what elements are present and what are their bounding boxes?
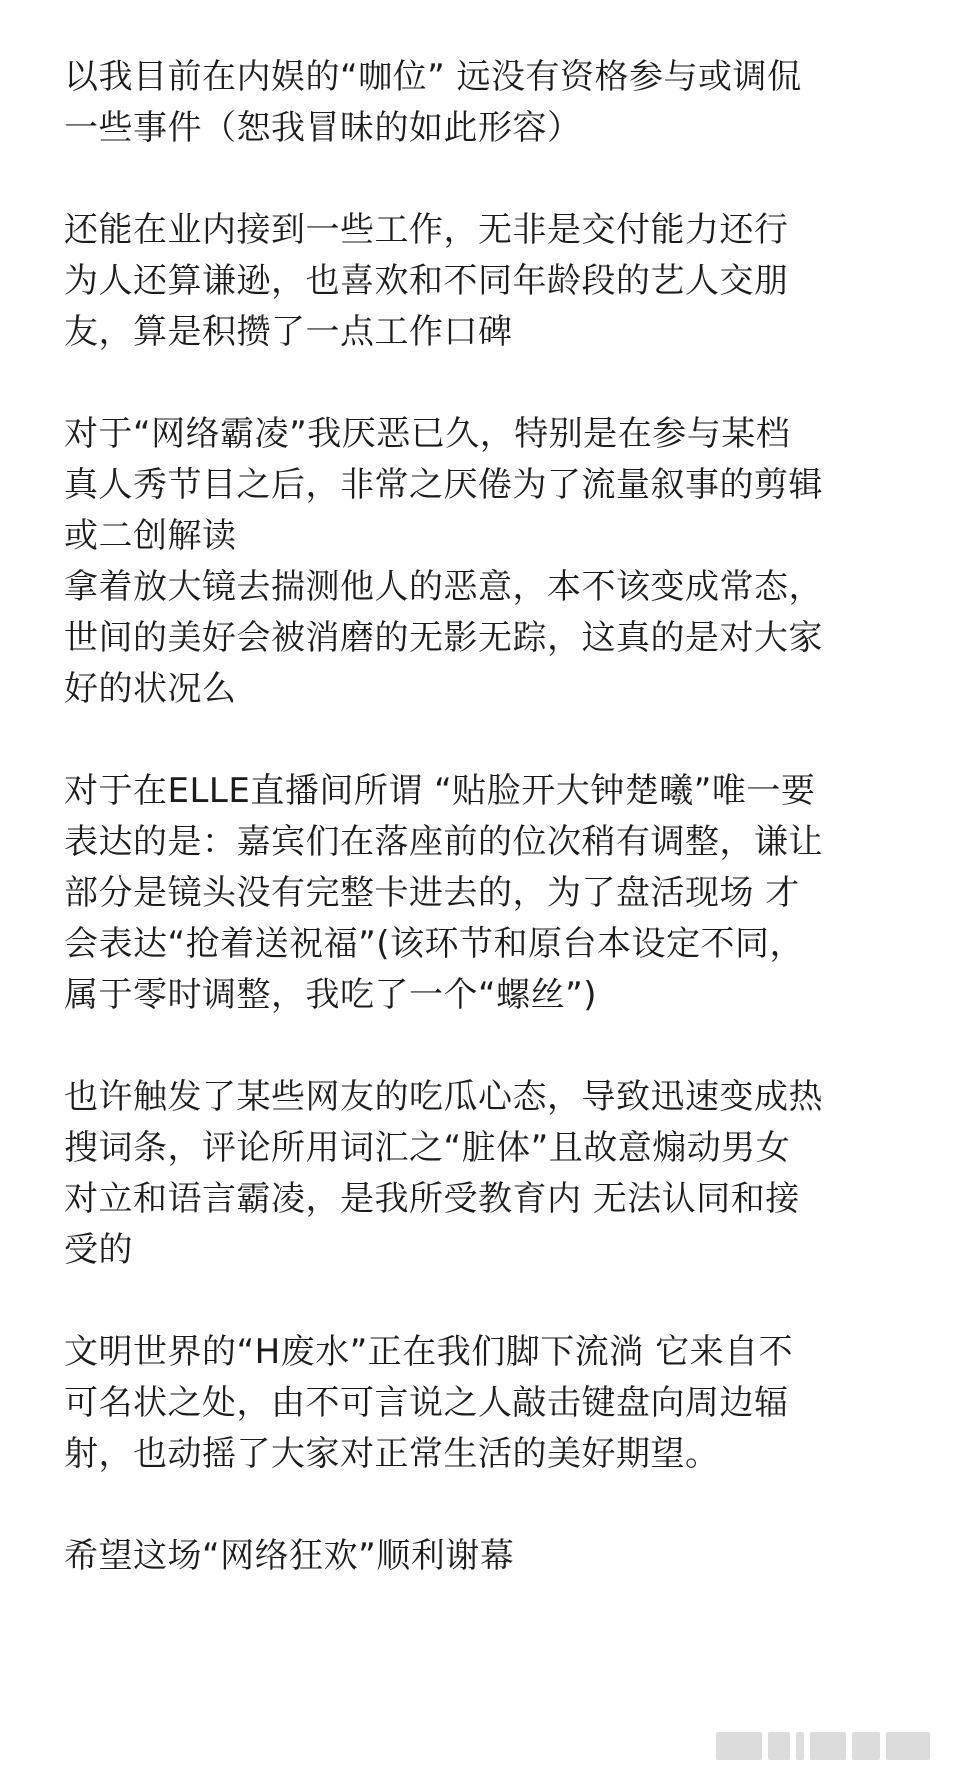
paragraph-1 bbox=[64, 52, 904, 154]
note-text-body bbox=[64, 52, 904, 1633]
watermark-logo bbox=[716, 1726, 930, 1766]
text-line: 一些事件（恕我冒昧的如此形容） bbox=[64, 108, 582, 148]
text-line: 对立和语言霸凌，是我所受教育内 无法认同和接 bbox=[64, 1179, 800, 1219]
text-line: 也许触发了某些网友的吃瓜心态，导致迅速变成热 bbox=[64, 1077, 823, 1117]
text-line: 属于零时调整，我吃了一个“螺丝”) bbox=[64, 975, 597, 1015]
text-line: 射，也动摇了大家对正常生活的美好期望。 bbox=[64, 1434, 720, 1474]
text-line: 可名状之处，由不可言说之人敲击键盘向周边辐 bbox=[64, 1383, 789, 1423]
paragraph-2 bbox=[64, 205, 904, 358]
text-line: 或二创解读 bbox=[64, 516, 237, 556]
text-line: 还能在业内接到一些工作，无非是交付能力还行 bbox=[64, 210, 789, 250]
text-line: 好的状况么 bbox=[64, 669, 237, 709]
paragraph-3 bbox=[64, 409, 904, 715]
text-line: 真人秀节目之后，非常之厌倦为了流量叙事的剪辑 bbox=[64, 465, 823, 505]
text-line: 部分是镜头没有完整卡进去的，为了盘活现场 才 bbox=[64, 873, 800, 913]
text-line: 拿着放大镜去揣测他人的恶意，本不该变成常态， bbox=[64, 567, 823, 607]
watermark-mark bbox=[796, 1732, 804, 1760]
text-line: 友，算是积攒了一点工作口碑 bbox=[64, 312, 513, 352]
text-line: 表达的是：嘉宾们在落座前的位次稍有调整，谦让 bbox=[64, 822, 823, 862]
paragraph-4 bbox=[64, 766, 904, 1021]
text-line: 搜词条，评论所用词汇之“脏体”且故意煽动男女 bbox=[64, 1128, 791, 1168]
paragraph-7 bbox=[64, 1531, 904, 1582]
paragraph-5 bbox=[64, 1072, 904, 1276]
text-line: 文明世界的“H废水”正在我们脚下流淌 它来自不 bbox=[64, 1332, 794, 1372]
text-line: 为人还算谦逊，也喜欢和不同年龄段的艺人交朋 bbox=[64, 261, 789, 301]
paragraph-6 bbox=[64, 1327, 904, 1480]
watermark-mark bbox=[768, 1732, 790, 1760]
text-line: 希望这场“网络狂欢”顺利谢幕 bbox=[64, 1536, 515, 1576]
text-line: 以我目前在内娱的“咖位” 远没有资格参与或调侃 bbox=[64, 57, 802, 97]
watermark-mark bbox=[810, 1732, 846, 1760]
watermark-mark bbox=[886, 1732, 930, 1760]
text-line: 受的 bbox=[64, 1230, 133, 1270]
text-line: 对于“网络霸凌”我厌恶已久，特别是在参与某档 bbox=[64, 414, 791, 454]
text-line: 对于在ELLE直播间所谓 “贴脸开大钟楚曦”唯一要 bbox=[64, 771, 816, 811]
watermark-mark bbox=[716, 1732, 762, 1760]
text-line: 世间的美好会被消磨的无影无踪，这真的是对大家 bbox=[64, 618, 823, 658]
text-line: 会表达“抢着送祝福”(该环节和原台本设定不同， bbox=[64, 924, 804, 964]
watermark-mark bbox=[852, 1732, 880, 1760]
